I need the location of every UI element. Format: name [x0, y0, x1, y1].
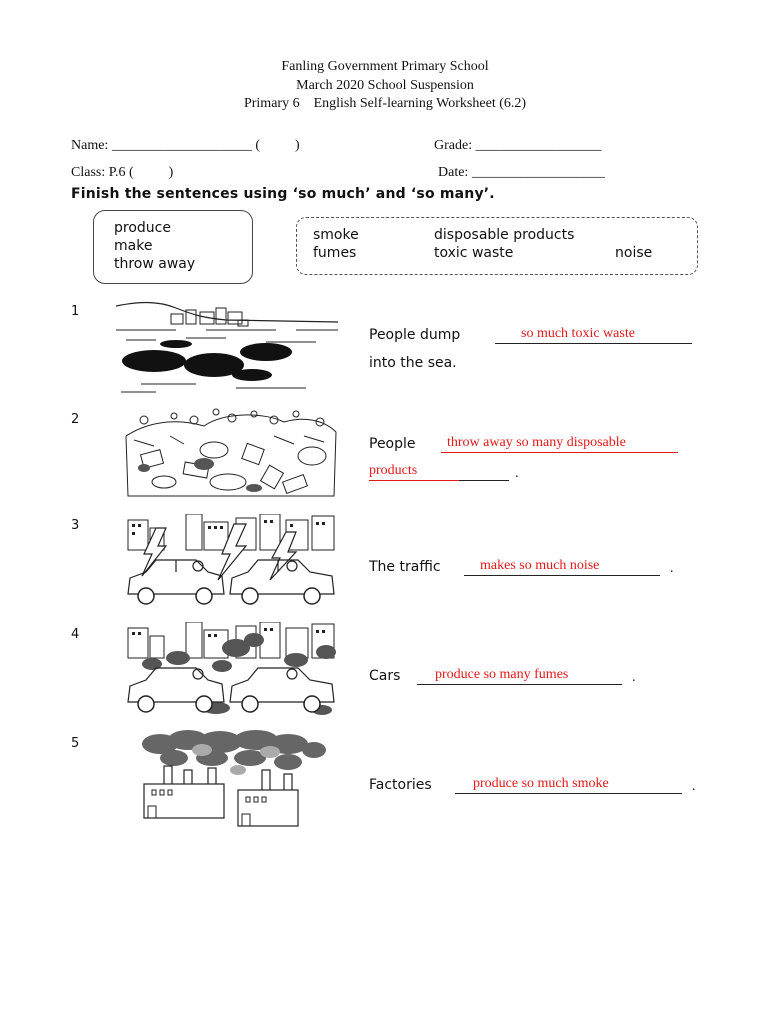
- word-fumes: fumes: [313, 245, 357, 261]
- q5-answer-line: [455, 793, 682, 794]
- word-produce: produce: [114, 220, 171, 236]
- q2-answer-line-2: [459, 480, 509, 481]
- q3-answer-line: [464, 575, 660, 576]
- q2-answer-line1[interactable]: throw away so many disposable: [447, 435, 626, 450]
- question-number-3: 3: [71, 518, 80, 533]
- name-field[interactable]: Name: ____________________ ( ): [71, 138, 300, 153]
- q1-answer[interactable]: so much toxic waste: [521, 326, 635, 341]
- q1-answer-line: [495, 343, 692, 344]
- q3-answer[interactable]: makes so much noise: [480, 558, 600, 573]
- word-smoke: smoke: [313, 227, 359, 243]
- question-number-1: 1: [71, 304, 80, 319]
- verb-word-box: [93, 210, 253, 284]
- rubbish-pile-image: [124, 406, 338, 502]
- q3-prefix: The traffic: [369, 559, 441, 575]
- noisy-traffic-image: [126, 514, 338, 610]
- date-field[interactable]: Date: ___________________: [438, 165, 605, 180]
- q4-prefix: Cars: [369, 668, 401, 684]
- q5-prefix: Factories: [369, 777, 432, 793]
- polluted-sea-image: [116, 298, 338, 398]
- q4-suffix: .: [632, 670, 636, 685]
- word-disposable-products: disposable products: [434, 227, 575, 243]
- worksheet-title: Primary 6 English Self-learning Worksheet (6.2): [243, 96, 527, 111]
- word-toxic-waste: toxic waste: [434, 245, 514, 261]
- question-number-5: 5: [71, 736, 80, 751]
- word-noise: noise: [615, 245, 653, 261]
- q2-suffix: .: [515, 466, 519, 481]
- noun-word-box: [296, 217, 698, 275]
- q1-prefix: People dump: [369, 327, 461, 343]
- suspension-title: March 2020 School Suspension: [296, 78, 474, 93]
- q4-answer-line: [417, 684, 622, 685]
- factory-smoke-image: [138, 730, 328, 828]
- grade-field[interactable]: Grade: __________________: [434, 138, 602, 153]
- instruction: Finish the sentences using ‘so much’ and ‘so many’.: [71, 186, 495, 202]
- school-name: Fanling Government Primary School: [281, 59, 489, 74]
- q5-suffix: .: [692, 779, 696, 794]
- q3-suffix: .: [670, 561, 674, 576]
- q2-answer-line2[interactable]: products: [369, 463, 418, 478]
- q1-suffix: into the sea.: [369, 355, 457, 371]
- q2-answer-line-1: [441, 452, 678, 453]
- question-number-2: 2: [71, 412, 80, 427]
- car-fumes-image: [126, 622, 338, 718]
- word-make: make: [114, 238, 153, 254]
- q2-prefix: People: [369, 436, 416, 452]
- q5-answer[interactable]: produce so much smoke: [473, 776, 609, 791]
- word-throw-away: throw away: [114, 256, 196, 272]
- class-field[interactable]: Class: P.6 ( ): [71, 165, 174, 180]
- question-number-4: 4: [71, 627, 80, 642]
- q2-answer-underline-2: [369, 480, 459, 481]
- q4-answer[interactable]: produce so many fumes: [435, 667, 569, 682]
